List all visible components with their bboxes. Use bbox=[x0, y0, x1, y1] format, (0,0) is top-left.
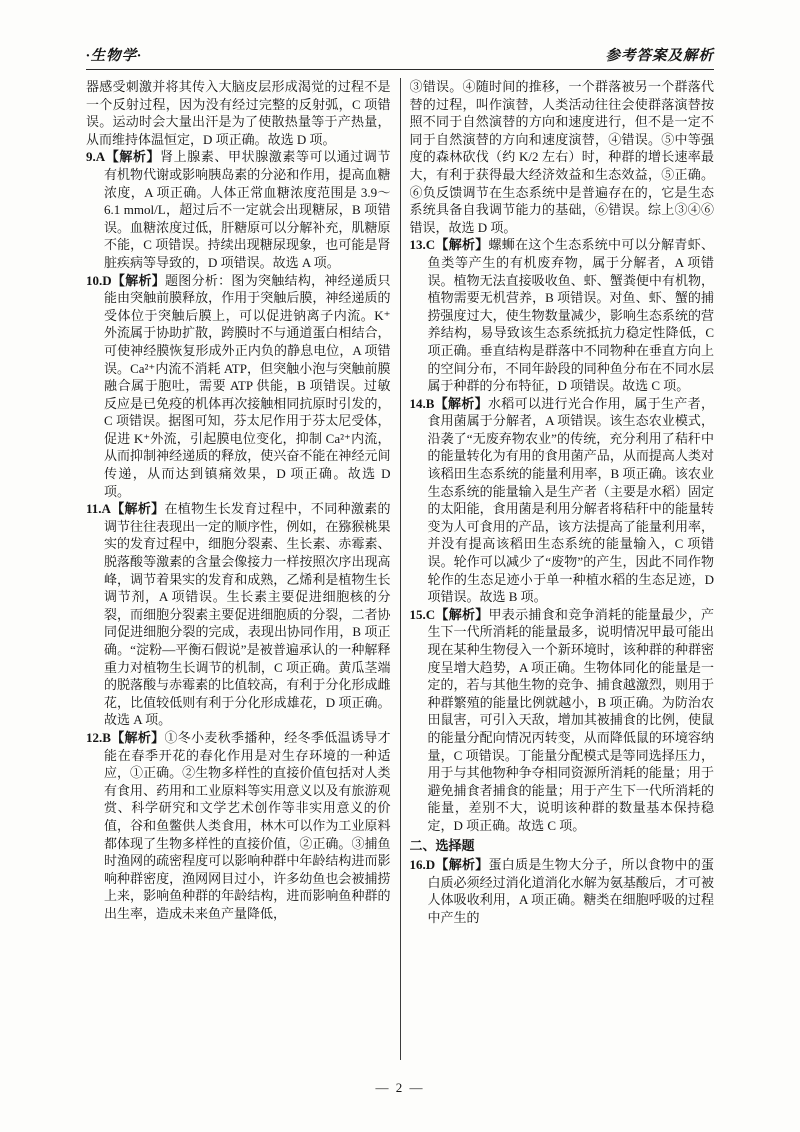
page-number: — 2 — bbox=[375, 1080, 425, 1095]
answer-item-lead: 12.B【解析】 bbox=[86, 729, 165, 745]
answer-item-text: 水稻可以进行光合作用，属于生产者，食用菌属于分解者，A 项错误。该生态农业模式，沿袭了“无废弃物农业”的传统，充分利用了秸秆中的能量转化为有用的食用菌产品，从而提高人类对该稻田生态系统的能量利用率，B 项正确。该农业生态系统的能量输入是生产者（主要是水稻）固定的太阳能，食用菌是利用分解者将秸秆中的能量转变为人可食用的产品，该方法提高了能量利用率，并没有提高该稻田生态系统的能量输入，C 项错误。轮作可以减少了“废物”的产生，因此不同作物轮作的生态足迹小于单一种植水稻的生态足迹，D 项错误。故选 B 项。 bbox=[427, 395, 714, 605]
answer-item-text: 器感受刺激并将其传入大脑皮层形成渴觉的过程不是一个反射过程，因为没有经过完整的反射弧，C 项错误。运动时会大量出汗是为了使散热量等于产热量，从而维持体温恒定，D 项正确。故选 D 项。 bbox=[86, 79, 391, 147]
left-column bbox=[86, 78, 391, 1060]
answer-paragraph bbox=[86, 500, 391, 729]
right-column bbox=[410, 78, 715, 1060]
answer-paragraph bbox=[410, 236, 715, 394]
column-divider bbox=[400, 78, 401, 1060]
answer-item-text: 甲表示捕食和竞争消耗的能量最少，产生下一代所消耗的能量最多，说明情况甲最可能出现在某种生物侵入一个新环境时，该种群的种群密度呈增大趋势，A 项正确。生物体同化的能量是一定的，若与其他生物的竞争、捕食越激烈，则用于种群繁殖的能量比例就越小，B 项正确。为防治农田鼠害，可引入天敌，增加其被捕食的比例，使鼠的能量分配向情况丙转变，从而降低鼠的环境容纳量，C 项错误。丁能量分配模式是等同选择压力，用于与其他物种争夺相同资源所消耗的能量；用于避免捕食者捕食的能量；用于产生下一代所消耗的能量，差别不大，说明该种群的数量基本保持稳定，D 项正确。故选 C 项。 bbox=[427, 606, 714, 833]
answer-item-lead: 10.D【解析】 bbox=[86, 272, 166, 288]
answer-paragraph bbox=[86, 729, 391, 923]
answer-item-lead: 16.D【解析】 bbox=[409, 857, 489, 873]
header-title: 参考答案及解析 bbox=[605, 48, 714, 64]
answer-paragraph bbox=[86, 272, 391, 501]
answer-item-text: 蛋白质是生物大分子，所以食物中的蛋白质必须经过消化道消化水解为氨基酸后，才可被人体吸收利用，A 项正确。糖类在细胞呼吸的过程中产生的 bbox=[427, 857, 714, 925]
answer-item-text: 螺蛳在这个生态系统中可以分解青虾、鱼类等产生的有机废弃物，属于分解者，A 项错误。植物无法直接吸收鱼、虾、蟹粪便中有机物，植物需要无机营养，B 项错误。对鱼、虾、蟹的捕捞强度过大，使生物数量减少，影响生态系统的营养结构，易导致该生态系统抵抗力稳定性降低，C 项正确。垂直结构是群落中不同物种在垂直方向上的空间分布，不同年龄段的同种鱼分布在不同水层属于种群的分布特征，D 项错误。故选 C 项。 bbox=[427, 237, 714, 394]
section-heading-label: 二、选择题 bbox=[409, 837, 475, 853]
answer-item-text: 肾上腺素、甲状腺激素等可以通过调节有机物代谢或影响胰岛素的分泌和作用，提高血糖浓度，A 项正确。人体正常血糖浓度范围是 3.9～6.1 mmol/L，超过后不一定就会出现糖尿，B 项错误。血糖浓度过低，肝糖原可以分解补充，肌糖原不能，C 项错误。持续出现糖尿现象，也可能是肾脏疾病等导致的，D 项错误。故选 A 项。 bbox=[104, 149, 391, 270]
answer-paragraph bbox=[86, 78, 391, 148]
answer-item-lead: 11.A【解析】 bbox=[86, 501, 165, 517]
answer-item-text: 在植物生长发育过程中，不同种激素的调节往往表现出一定的顺序性，例如，在猕猴桃果实的发育过程中，细胞分裂素、生长素、赤霉素、脱落酸等激素的含量会像接力一样按照次序出现高峰，调节着果实的发育和成熟，乙烯利是植物生长调节剂，A 项错误。生长素主要促进细胞核的分裂，而细胞分裂素主要促进细胞质的分裂，二者协同促进细胞分裂的完成，表现出协同作用，B 项正确。“淀粉—平衡石假说”是被普遍承认的一种解释重力对植物生长调节的机制，C 项正确。黄瓜茎端的脱落酸与赤霉素的比值较高，有利于分化形成雌花，比值较低则有利于分化形成雄花，D 项正确。故选 A 项。 bbox=[104, 501, 391, 728]
answer-item-lead: 13.C【解析】 bbox=[409, 237, 489, 253]
answer-item-text: 题图分析：图为突触结构，神经递质只能由突触前膜释放，作用于突触后膜，神经递质的受体位于突触后膜上，可以促进钠离子内流。K⁺外流属于协助扩散，跨膜时不与通道蛋白相结合，可使神经膜恢复形成外正内负的静息电位，A 项错误。Ca²⁺内流不消耗 ATP，但突触小泡与突触前膜融合属于胞吐，需要 ATP 供能，B 项错误。过敏反应是已免疫的机体再次接触相同抗原时引发的，C 项错误。据图可知，芬太尼作用于芬太尼受体，促进 K⁺外流，引起膜电位变化，抑制 Ca²⁺内流，从而抑制神经递质的释放，使兴奋不能在神经元间传递，从而达到镇痛效果，D 项正确。故选 D 项。 bbox=[104, 272, 391, 499]
answer-paragraph bbox=[86, 148, 391, 271]
content-columns bbox=[86, 78, 714, 1060]
answer-item-text: ①冬小麦秋季播种，经冬季低温诱导才能在春季开花的春化作用是对生存环境的一种适应，①正确。②生物多样性的直接价值包括对人类有食用、药用和工业原料等实用意义以及有旅游观赏、科学研究和文学艺术创作等非实用意义的价值，谷和鱼鳖供人类食用，林木可以作为工业原料都体现了生物多样性的直接价值，②正确。③捕鱼时渔网的疏密程度可以影响种群中年龄结构进而影响种群密度，渔网网目过小，许多幼鱼也会被捕捞上来，影响鱼种群的年龄结构，进而影响鱼种群的出生率，造成未来鱼产量降低， bbox=[104, 729, 391, 921]
answer-paragraph bbox=[410, 856, 715, 926]
answer-paragraph bbox=[410, 395, 715, 606]
answer-item-lead: 14.B【解析】 bbox=[409, 395, 488, 411]
answer-item-text: ③错误。④随时间的推移，一个群落被另一个群落代替的过程，叫作演替，人类活动往往会使群落演替按照不同于自然演替的方向和速度进行，但不是一定不同于自然演替的方向和速度演替，④错误。⑤中等强度的森林砍伐（约 K/2 左右）时，种群的增长速率最大，有利于获得最大经济效益和生态效益，⑤正确。⑥负反馈调节在生态系统中是普遍存在的，它是生态系统具备自我调节能力的基础，⑥错误。综上③④⑥错误，故选 D 项。 bbox=[409, 79, 714, 235]
section-heading bbox=[410, 837, 715, 855]
answer-item-lead: 9.A【解析】 bbox=[86, 149, 161, 165]
answer-paragraph bbox=[410, 606, 715, 835]
answer-item-lead: 15.C【解析】 bbox=[409, 606, 489, 622]
answer-paragraph bbox=[410, 78, 715, 236]
page-header bbox=[86, 44, 714, 70]
header-subject: ·生物学· bbox=[86, 48, 142, 64]
